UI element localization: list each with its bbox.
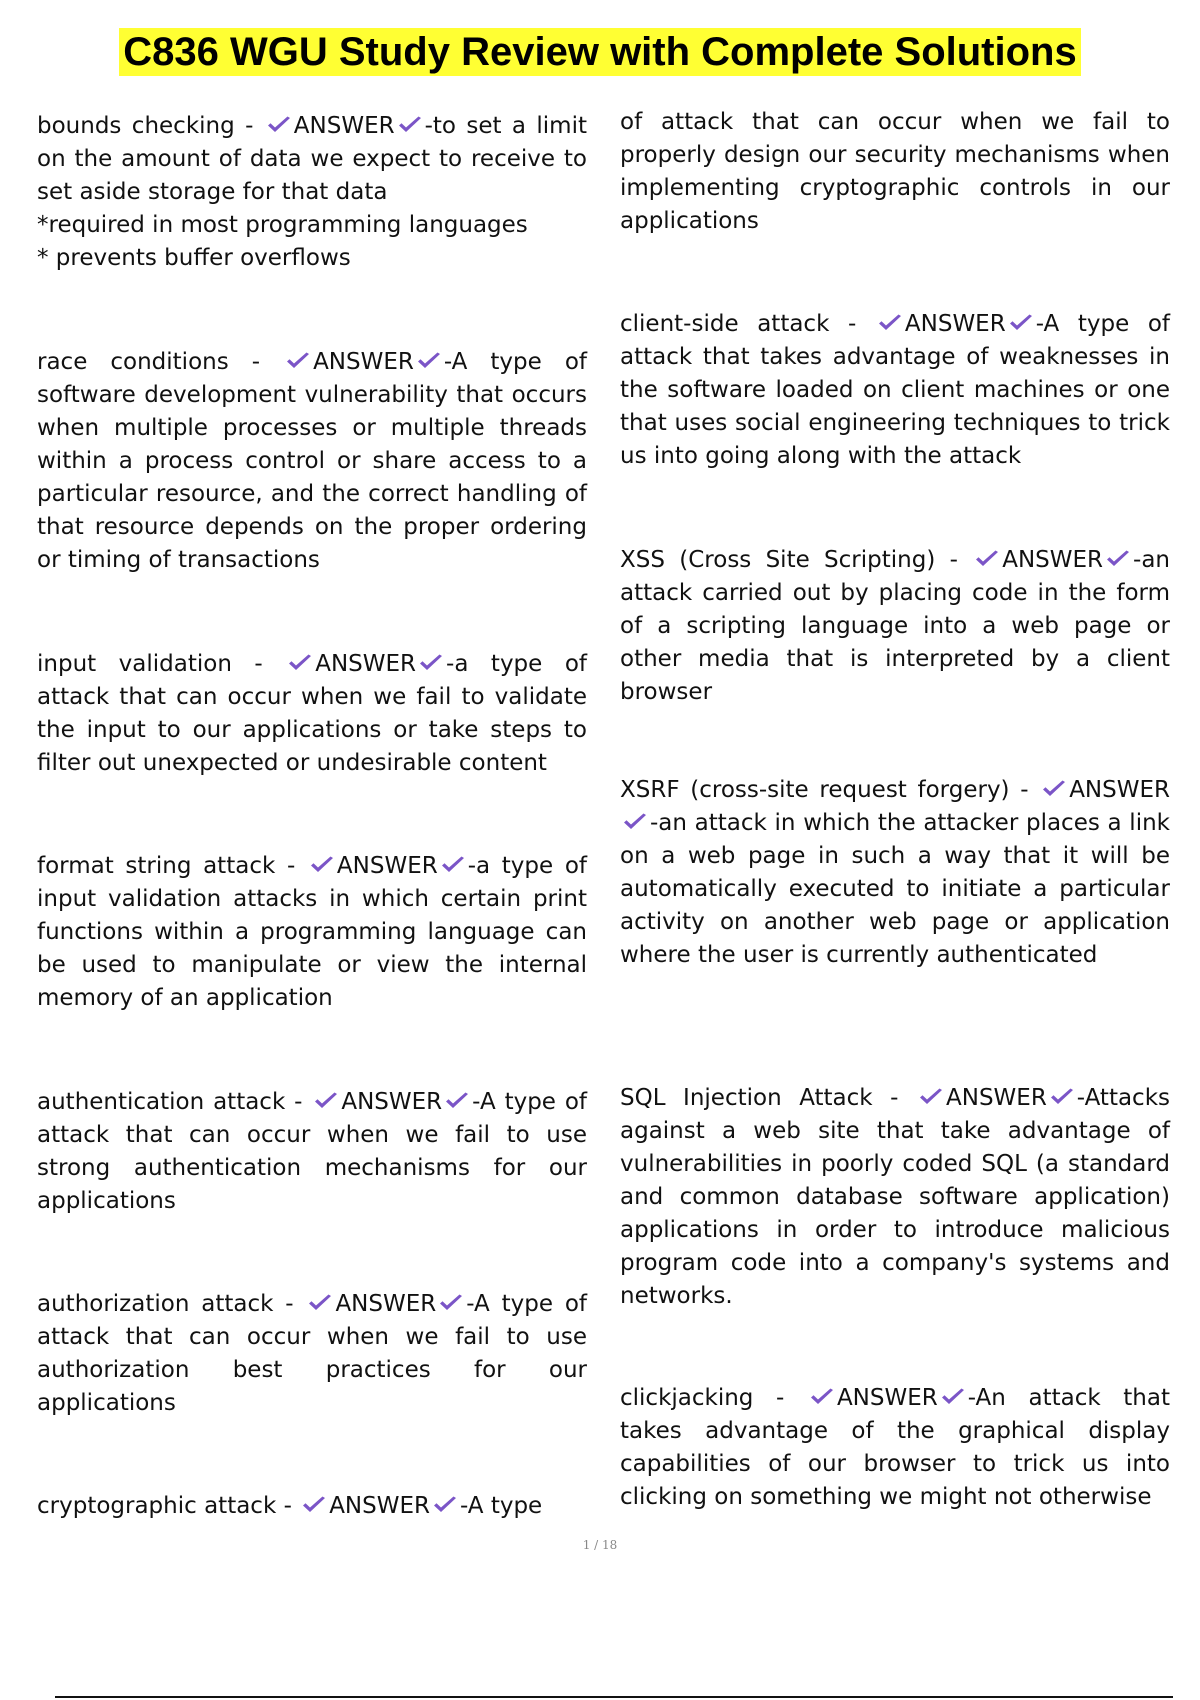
entry-xsrf — [620, 774, 1170, 972]
answer-label: ANSWER — [1002, 547, 1104, 573]
entry-answer: -Attacks against a web site that take advantage of vulnerabilities in poorly coded SQL (a standard and common database software application) applications in order to introduce malicious program code into a company's systems and networks. — [620, 1085, 1170, 1309]
entry-answer: -A type — [459, 1493, 543, 1519]
entry-term: client-side attack - — [620, 311, 875, 337]
answer-label: ANSWER — [1069, 777, 1170, 803]
footer-rule — [55, 1696, 1173, 1698]
answer-label: ANSWER — [336, 853, 438, 879]
entry-term: format string attack - — [37, 853, 307, 879]
check-icon — [307, 853, 337, 879]
entry-note: *required in most programming languages — [37, 212, 528, 238]
entry-answer: of attack that can occur when we fail to properly design our security mechanisms when implementing cryptographic controls in our applications — [620, 109, 1170, 234]
page-number: 1 / 18 — [582, 1538, 618, 1552]
entry-term: XSS (Cross Site Scripting) - — [620, 547, 973, 573]
entry-race-conditions — [37, 346, 587, 577]
check-icon — [972, 547, 1002, 573]
entry-answer: -A type of attack that can occur when we fail to use strong authentication mechanisms for our applications — [37, 1089, 588, 1214]
entry-xss — [620, 544, 1170, 709]
entry-answer: -an attack carried out by placing code in the form of a scripting language into a web page or other media that is interpreted by a client browser — [620, 547, 1170, 705]
check-icon — [285, 651, 315, 677]
entry-term: authorization attack - — [37, 1291, 306, 1317]
check-icon — [436, 1291, 466, 1317]
answer-label: ANSWER — [335, 1291, 437, 1317]
answer-label: ANSWER — [904, 311, 1006, 337]
check-icon — [305, 1291, 335, 1317]
entry-answer: -an attack in which the attacker places a link on a web page in such a way that it will be automatically executed to initiate a particular activity on another web page or application where the user is currently authenticated — [620, 810, 1170, 968]
answer-label: ANSWER — [313, 349, 414, 375]
check-icon — [1006, 311, 1036, 337]
entry-answer: -An attack that takes advantage of the graphical display capabilities of our browser to trick us into clicking on something we might not otherwise — [620, 1385, 1170, 1510]
check-icon — [1103, 547, 1133, 573]
check-icon — [264, 113, 294, 139]
title-bar — [0, 28, 1200, 76]
entry-authorization-attack — [37, 1288, 587, 1420]
entry-term: XSRF (cross-site request forgery) - — [620, 777, 1040, 803]
check-icon — [1039, 777, 1069, 803]
entry-bounds-checking — [37, 110, 587, 275]
entry-term: race conditions - — [37, 349, 284, 375]
check-icon — [938, 1385, 968, 1411]
check-icon — [438, 853, 468, 879]
answer-label: ANSWER — [836, 1385, 938, 1411]
entry-term: SQL Injection Attack - — [620, 1085, 916, 1111]
entry-note: * prevents buffer overflows — [37, 245, 351, 271]
check-icon — [1047, 1085, 1077, 1111]
entry-format-string-attack — [37, 850, 587, 1015]
check-icon — [916, 1085, 946, 1111]
answer-label: ANSWER — [946, 1085, 1047, 1111]
entry-term: bounds checking - — [37, 113, 264, 139]
entry-clickjacking — [620, 1382, 1170, 1514]
check-icon — [430, 1493, 460, 1519]
entry-term: cryptographic attack - — [37, 1493, 300, 1519]
check-icon — [299, 1493, 329, 1519]
answer-label: ANSWER — [293, 113, 395, 139]
entry-answer: -to set a limit on the amount of data we expect to receive to set aside storage for that data — [37, 113, 587, 205]
entry-answer: -a type of input validation attacks in which certain print functions within a programming language can be used to manipulate or view the internal memory of an application — [37, 853, 587, 1011]
entry-sql-injection — [620, 1082, 1170, 1313]
entry-authentication-attack — [37, 1086, 587, 1218]
check-icon — [395, 113, 425, 139]
check-icon — [620, 810, 650, 836]
entry-answer: -A type of software development vulnerability that occurs when multiple processes or multiple threads within a process control or share access to a particular resource, and the correct handling of that resource depends on the proper ordering or timing of transactions — [37, 349, 587, 573]
answer-label: ANSWER — [329, 1493, 430, 1519]
entry-term: authentication attack - — [37, 1089, 312, 1115]
entry-answer: -A type of attack that takes advantage of weaknesses in the software loaded on client machines or one that uses social engineering techniques to trick us into going along with the attack — [620, 311, 1170, 469]
entry-cryptographic-attack-continued — [620, 106, 1170, 238]
entry-client-side-attack — [620, 308, 1170, 473]
entry-answer: -a type of attack that can occur when we fail to validate the input to our applications or take steps to filter out unexpected or undesirable content — [37, 651, 587, 776]
entry-term: input validation - — [37, 651, 286, 677]
check-icon — [442, 1089, 472, 1115]
check-icon — [414, 349, 444, 375]
entry-term: clickjacking - — [620, 1385, 807, 1411]
entry-input-validation — [37, 648, 587, 780]
entry-cryptographic-attack — [37, 1490, 587, 1523]
check-icon — [311, 1089, 341, 1115]
answer-label: ANSWER — [315, 651, 417, 677]
answer-label: ANSWER — [341, 1089, 443, 1115]
check-icon — [807, 1385, 837, 1411]
check-icon — [283, 349, 313, 375]
page-title: C836 WGU Study Review with Complete Solutions — [119, 28, 1080, 76]
check-icon — [875, 311, 905, 337]
check-icon — [416, 651, 446, 677]
entry-answer: -A type of attack that can occur when we fail to use authorization best practices for our applications — [37, 1291, 587, 1416]
